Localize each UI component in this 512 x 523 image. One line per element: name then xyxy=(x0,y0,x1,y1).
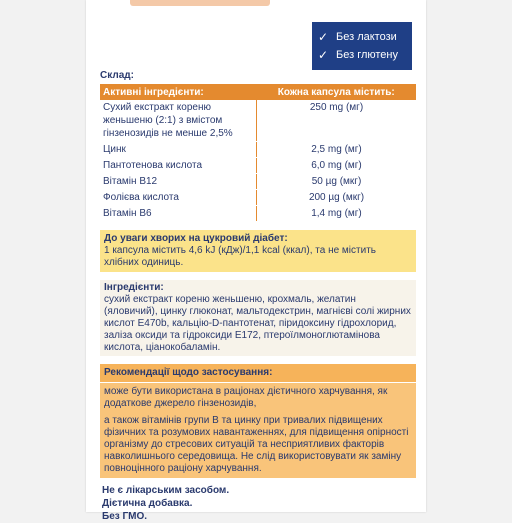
ingredient-name: Сухий екстракт кореню женьшеню (2:1) з вмістом гінзенозидів не менше 2,5% xyxy=(100,100,257,142)
diabetes-text: 1 капсула містить 4,6 kJ (кДж)/1,1 kcal (ккал), та не містить хлібних одиниць. xyxy=(104,245,376,268)
check-icon: ✓ xyxy=(318,30,329,44)
table-row xyxy=(100,100,416,142)
ingredient-name: Фолієва кислота xyxy=(100,190,257,206)
recommendations-paragraph: а також вітамінів групи В та цинку при тривалих підвищених фізичних та розумових навантаженнях, для підвищення опірності організму до стресових ситуацій та несприятливих факторів навколишнього середовища. Не слід використовувати як заміну повноцінного раціону харчування. xyxy=(104,415,409,474)
diabetes-note xyxy=(100,230,416,272)
ingredient-name: Вітамін В12 xyxy=(100,174,257,190)
ingredient-amount: 200 µg (мкг) xyxy=(257,190,417,206)
top-strip xyxy=(130,0,270,6)
composition-table xyxy=(100,84,416,222)
ingredients-text: сухий екстракт кореню женьшеню, крохмаль, желатин (яловичий), цинку глюконат, мальтодекстрин, магнієві солі жирних кислот Е470b, кальцію-D-пантотенат, піридоксину гідрохлорид, заліза оксиди та гідроксиди Е172, птероїлмоноглютамінова кислота, ціанокобаламін. xyxy=(104,294,411,353)
ingredient-name: Вітамін В6 xyxy=(100,206,257,222)
footer-line: Дієтична добавка. xyxy=(102,498,193,509)
table-header-active: Активні інгредієнти: xyxy=(100,84,257,100)
recommendations-title: Рекомендації щодо застосування: xyxy=(100,364,416,383)
recommendations-section xyxy=(100,364,416,478)
recommendations-body xyxy=(100,383,416,478)
ingredient-name: Цинк xyxy=(100,142,257,158)
badge-label: Без глютену xyxy=(336,49,398,61)
badge-label: Без лактози xyxy=(336,31,397,43)
ingredient-amount: 50 µg (мкг) xyxy=(257,174,417,190)
label-content xyxy=(100,70,416,523)
ingredient-amount: 1,4 mg (мг) xyxy=(257,206,417,222)
table-row xyxy=(100,206,416,222)
table-row xyxy=(100,158,416,174)
footer-line: Без ГМО. xyxy=(102,511,148,522)
table-row xyxy=(100,142,416,158)
table-header-amount: Кожна капсула містить: xyxy=(257,84,417,100)
free-from-badge xyxy=(312,22,412,70)
ingredient-amount: 250 mg (мг) xyxy=(257,100,417,142)
table-header-row xyxy=(100,84,416,100)
check-icon: ✓ xyxy=(318,48,329,62)
badge-item-gluten xyxy=(318,46,406,64)
footer-notes xyxy=(100,484,416,523)
ingredient-name: Пантотенова кислота xyxy=(100,158,257,174)
table-row xyxy=(100,190,416,206)
composition-title: Склад: xyxy=(100,70,134,81)
footer-line: Не є лікарським засобом. xyxy=(102,485,230,496)
diabetes-title: До уваги хворих на цукровий діабет: xyxy=(104,233,288,244)
ingredients-section xyxy=(100,280,416,356)
recommendations-paragraph: може бути використана в раціонах дієтичного харчування, як додаткове джерело гінзенозидів, xyxy=(104,386,388,409)
ingredients-title: Інгредієнти: xyxy=(104,282,164,293)
ingredient-amount: 2,5 mg (мг) xyxy=(257,142,417,158)
table-row xyxy=(100,174,416,190)
badge-item-lactose xyxy=(318,28,406,46)
ingredient-amount: 6,0 mg (мг) xyxy=(257,158,417,174)
